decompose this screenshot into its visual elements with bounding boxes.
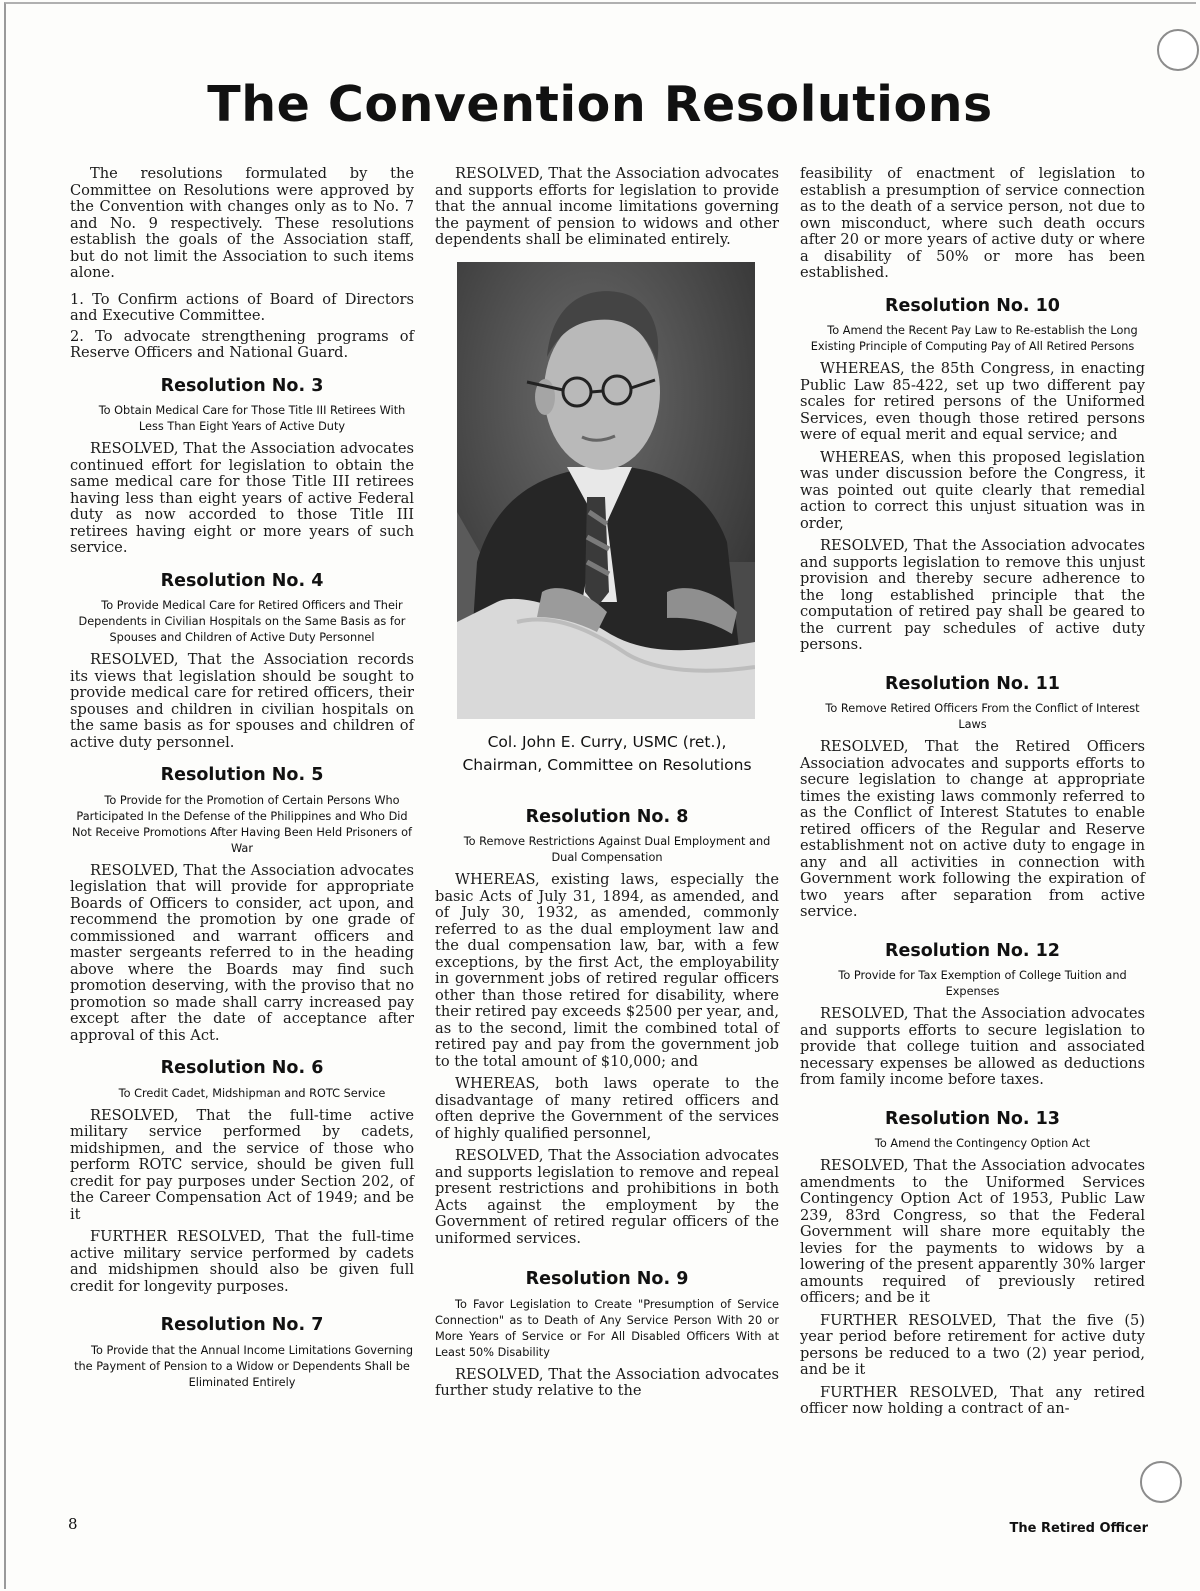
resolution-6-text: RESOLVED, That the full-time active military service performed by cadets, midshipmen, and the service of those who perform ROTC service, should be given full credit for pay purposes under Section 202, of the Career Compensation Act of 1949; and be it [70, 1106, 414, 1223]
resolution-10-subtitle: To Amend the Recent Pay Law to Re-establish the Long Existing Principle of Computing Pay of All Retired Persons [810, 324, 1138, 353]
page-number: 8 [68, 1515, 78, 1533]
list-item: 2. To advocate strengthening programs of Reserve Officers and National Guard. [70, 327, 414, 361]
resolution-8-heading: Resolution No. 8 [525, 806, 689, 827]
page-title: The Convention Resolutions [207, 76, 993, 133]
resolution-3-heading: Resolution No. 3 [160, 375, 324, 396]
resolution-4-heading: Resolution No. 4 [160, 570, 324, 591]
resolution-6-heading: Resolution No. 6 [160, 1058, 324, 1078]
resolution-9-heading: Resolution No. 9 [525, 1269, 689, 1289]
resolution-13-subtitle: To Amend the Contingency Option Act [874, 1137, 1091, 1150]
resolution-6-subtitle: To Credit Cadet, Midshipman and ROTC Service [118, 1086, 386, 1100]
resolution-10-text: WHEREAS, the 85th Congress, in enacting Public Law 85-422, set up two different pay scales for retired persons of the Uniformed Services, even though those retired persons were of equal merit and equal service; and [800, 360, 1145, 443]
resolution-11-subtitle: To Remove Retired Officers From the Conflict of Interest Laws [825, 702, 1140, 731]
binder-hole-top [1157, 29, 1199, 71]
caption-role: Chairman, Committee on Resolutions [462, 755, 752, 774]
resolution-12-subtitle: To Provide for Tax Exemption of College Tuition and Expenses [838, 969, 1127, 998]
resolution-8-text-2: WHEREAS, both laws operate to the disadvantage of many retired officers and often deprive the Government of the services of highly qualified personnel, [435, 1075, 779, 1142]
resolution-3-subtitle: To Obtain Medical Care for Those Title III Retirees With Less Than Eight Years of Active Duty [98, 404, 406, 433]
resolution-12-heading: Resolution No. 12 [885, 940, 1060, 961]
resolution-5-subtitle: To Provide for the Promotion of Certain Persons Who Participated In the Defense of the Philippines and Who Did Not Receive Promotions After Having Been Held Prisoners of War [71, 793, 413, 855]
column-2 [435, 166, 779, 1406]
resolution-10-text-3: RESOLVED, That the Association advocates and supports legislation to remove this unjust provision and thereby secure adherence to the long established principle that the computation of retired pay shall be geared to the current pay schedules of active duty persons. [800, 537, 1145, 653]
caption-name: Col. John E. Curry, USMC (ret.), [487, 732, 727, 751]
resolution-13-text-3: FURTHER RESOLVED, That any retired officer now holding a contract of an- [800, 1383, 1145, 1417]
portrait-photo [457, 262, 755, 719]
portrait-photo-drawing [457, 262, 755, 719]
resolution-13-text-2: FURTHER RESOLVED, That the five (5) year period before retirement for active duty persons be reduced to a two (2) year period, and be it [800, 1311, 1145, 1378]
resolution-12-text: RESOLVED, That the Association advocates and supports efforts to secure legislation to provide that college tuition and associated necessary expenses be allowed as deductions from family income before taxes. [800, 1005, 1145, 1088]
resolution-9-text: RESOLVED, That the Association advocates further study relative to the [435, 1365, 779, 1399]
resolution-11-heading: Resolution No. 11 [885, 673, 1060, 694]
resolution-4-subtitle: To Provide Medical Care for Retired Officers and Their Dependents in Civilian Hospitals on the Same Basis as for Spouses and Children of Active Duty Personnel [78, 599, 406, 644]
photo-caption [435, 731, 779, 777]
resolution-13-text: RESOLVED, That the Association advocates amendments to the Uniformed Services Contingency Option Act of 1953, Public Law 239, 83rd Congress, so that the Federal Government will share more equitably the levies for the payments to widows by a lowering of the present apparently 30% larger amounts required of previously retired officers; and be it [800, 1157, 1145, 1306]
resolution-5-heading: Resolution No. 5 [160, 765, 324, 785]
resolution-7-subtitle: To Provide that the Annual Income Limitations Governing the Payment of Pension to a Widow or Dependents Shall be Eliminated Entirely [74, 1343, 414, 1389]
list-item: 1. To Confirm actions of Board of Directors and Executive Committee. [70, 290, 414, 324]
resolution-5-text: RESOLVED, That the Association advocates legislation that will provide for appropriate Boards of Officers to consider, act upon, and recommend the promotion by one grade of commissioned and warrant officers and master sergeants referred to in the heading above where the Boards may find such promotion deserving, with the proviso that no promotion so made shall carry increased pay except after the date of acceptance after approval of this Act. [70, 861, 414, 1044]
resolution-11-text: RESOLVED, That the Retired Officers Association advocates and supports efforts to secure legislation to change at appropriate times the existing laws commonly referred to as the Conflict of Interest Statutes to enable retired officers of the Regular and Reserve establishment not on active duty to engage in any and all activities in connection with Government work following the expiration of two years after separation from active service. [800, 738, 1145, 920]
resolution-8-subtitle: To Remove Restrictions Against Dual Employment and Dual Compensation [463, 835, 771, 864]
resolution-9-text-continued: feasibility of enactment of legislation to establish a presumption of service connection as to the death of a service person, not due to own misconduct, where such death occurs after 20 or more years of active duty or where a disability of 50% or more has been established. [800, 165, 1145, 281]
resolution-10-heading: Resolution No. 10 [885, 295, 1060, 316]
column-1 [70, 166, 414, 1397]
intro-paragraph: The resolutions formulated by the Committee on Resolutions were approved by the Convention with changes only as to No. 7 and No. 9 respectively. These resolutions establish the goals of the Association staff, but do not limit the Association to such items alone. [70, 165, 414, 281]
resolution-8-text-3: RESOLVED, That the Association advocates and supports legislation to remove and repeal present restrictions and prohibitions in both Acts against the employment by the Government of retired regular officers of the uniformed services. [435, 1147, 779, 1247]
resolution-6-text-2: FURTHER RESOLVED, That the full-time active military service performed by cadets and midshipmen should also be given full credit for longevity purposes. [70, 1228, 414, 1295]
magazine-name: The Retired Officer [1009, 1521, 1148, 1536]
resolution-10-text-2: WHEREAS, when this proposed legislation was under discussion before the Congress, it was pointed out quite clearly that remedial action to correct this unjust situation was in order, [800, 448, 1145, 532]
resolution-7-heading: Resolution No. 7 [160, 1315, 324, 1335]
resolution-8-text: WHEREAS, existing laws, especially the basic Acts of July 31, 1894, as amended, and of July 30, 1932, as amended, commonly referred to as the dual employment law and the dual compensation law, bar, with a few exceptions, by the first Act, the employability in government jobs of retired regular officers other than those retired for disability, where their retired pay exceeds $2500 per year, and, as to the second, limit the combined total of retired pay and pay from the government job to the total amount of $10,000; and [435, 871, 779, 1070]
resolution-13-heading: Resolution No. 13 [885, 1108, 1060, 1129]
resolution-7-text: RESOLVED, That the Association advocates and supports efforts for legislation to provide that the annual income limitations governing the payment of pension to widows and other dependents shall be eliminated entirely. [435, 165, 779, 248]
column-3 [800, 166, 1145, 1424]
binder-hole-bottom [1140, 1461, 1182, 1503]
resolution-3-text: RESOLVED, That the Association advocates continued effort for legislation to obtain the same medical care for those Title III retirees having less than eight years of active Federal duty as now accorded to those Title III retirees having eight or more years of such service. [70, 440, 414, 556]
resolution-4-text: RESOLVED, That the Association records its views that legislation should be sought to provide medical care for retired officers, their spouses and children in civilian hospitals on the same basis as for spouses and children of active duty personnel. [70, 651, 414, 751]
resolution-9-subtitle: To Favor Legislation to Create "Presumption of Service Connection" as to Death of Any Service Person With 20 or More Years of Service or For All Disabled Officers With at Least 50% Disability [435, 1297, 779, 1359]
